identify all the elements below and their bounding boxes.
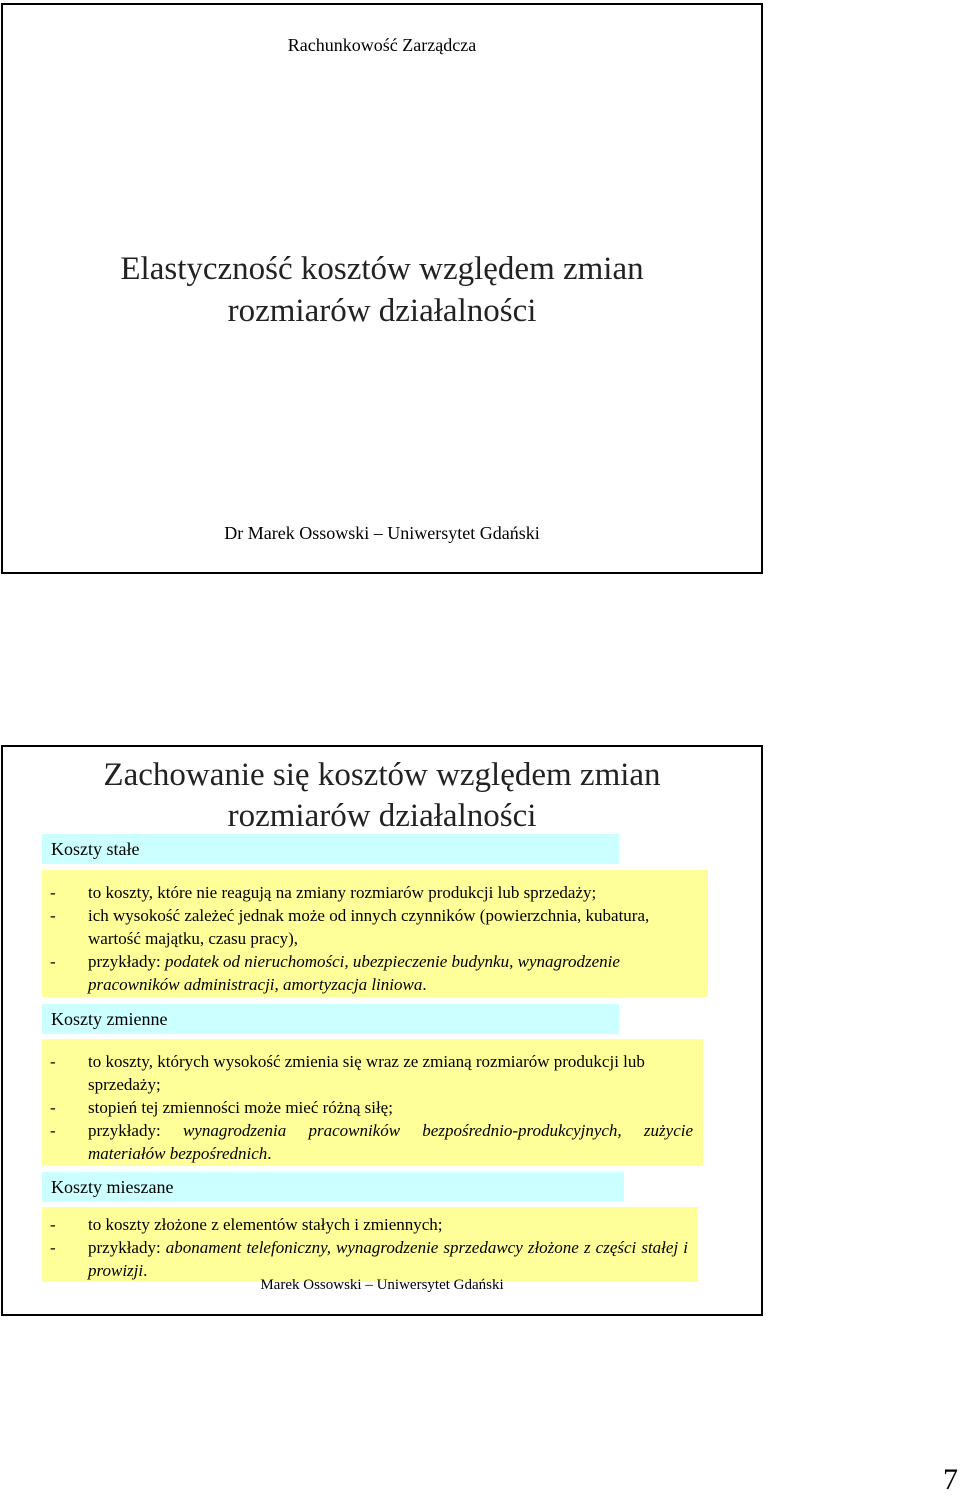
list-item-suffix: . bbox=[422, 975, 427, 994]
list-item bbox=[42, 1236, 688, 1282]
slide-2 bbox=[1, 745, 763, 1316]
section-heading-variable-costs: Koszty zmienne bbox=[42, 1004, 619, 1034]
slide-1-header: Rachunkowość Zarządcza bbox=[287, 35, 477, 55]
list-item-text: stopień tej zmienności może mieć różną siłę; bbox=[88, 1098, 393, 1117]
bullet-dash: - bbox=[50, 1121, 56, 1140]
slide-2-footer: Marek Ossowski – Uniwersytet Gdański bbox=[260, 1277, 504, 1293]
list-item-examples: abonament telefoniczny, wynagrodzenie sprzedawcy złożone z części stałej i prowizji bbox=[88, 1238, 688, 1280]
bullet-dash: - bbox=[50, 1052, 56, 1071]
list-item bbox=[42, 950, 694, 996]
list-item bbox=[42, 1119, 693, 1165]
list-item-suffix: . bbox=[143, 1261, 148, 1280]
bullet-dash: - bbox=[50, 1215, 56, 1234]
bullet-dash: - bbox=[50, 952, 56, 971]
section-box-fixed-costs bbox=[42, 870, 708, 997]
bullet-dash: - bbox=[50, 883, 56, 902]
list-item-text: to koszty złożone z elementów stałych i zmiennych; bbox=[88, 1215, 443, 1234]
list-item bbox=[42, 904, 694, 950]
list-item-examples: podatek od nieruchomości, ubezpieczenie budynku, wynagrodzenie pracowników administracji, amortyzacja liniowa bbox=[88, 952, 620, 994]
slide-1 bbox=[1, 3, 763, 574]
list-item-prefix: przykłady: bbox=[88, 952, 165, 971]
bullet-dash: - bbox=[50, 906, 56, 925]
slide-1-title-line-2: rozmiarów działalności bbox=[227, 293, 537, 329]
slide-1-footer: Dr Marek Ossowski – Uniwersytet Gdański bbox=[224, 523, 540, 543]
slide-1-title-line-1: Elastyczność kosztów względem zmian bbox=[120, 251, 644, 287]
section-box-variable-costs bbox=[42, 1039, 703, 1166]
section-box-mixed-costs bbox=[42, 1207, 698, 1282]
list-item-examples: wynagrodzenia pracowników bezpośrednio-produkcyjnych, zużycie materiałów bezpośrednich bbox=[88, 1121, 694, 1163]
list-item-prefix: przykłady: bbox=[88, 1121, 183, 1140]
list-item bbox=[42, 1096, 693, 1119]
slide-2-title bbox=[3, 755, 761, 837]
list-item bbox=[42, 1213, 688, 1236]
list-item-text: to koszty, których wysokość zmienia się wraz ze zmianą rozmiarów produkcji lub sprzedaży; bbox=[88, 1052, 645, 1094]
list-item-text: to koszty, które nie reagują na zmiany rozmiarów produkcji lub sprzedaży; bbox=[88, 883, 597, 902]
bullet-dash: - bbox=[50, 1238, 56, 1257]
page-number: 7 bbox=[943, 1463, 958, 1496]
list-item-text: ich wysokość zależeć jednak może od innych czynników (powierzchnia, kubatura, wartość majątku, czasu pracy), bbox=[88, 906, 650, 948]
slide-2-title-line-1: Zachowanie się kosztów względem zmian bbox=[103, 757, 661, 793]
slide-1-title bbox=[3, 248, 761, 332]
section-heading-mixed-costs: Koszty mieszane bbox=[42, 1172, 624, 1202]
bullet-dash: - bbox=[50, 1098, 56, 1117]
list-item-prefix: przykłady: bbox=[88, 1238, 166, 1257]
section-heading-fixed-costs: Koszty stałe bbox=[42, 834, 619, 864]
list-item bbox=[42, 881, 694, 904]
list-item bbox=[42, 1050, 693, 1096]
slide-2-title-line-2: rozmiarów działalności bbox=[227, 798, 537, 834]
list-item-suffix: . bbox=[267, 1144, 272, 1163]
